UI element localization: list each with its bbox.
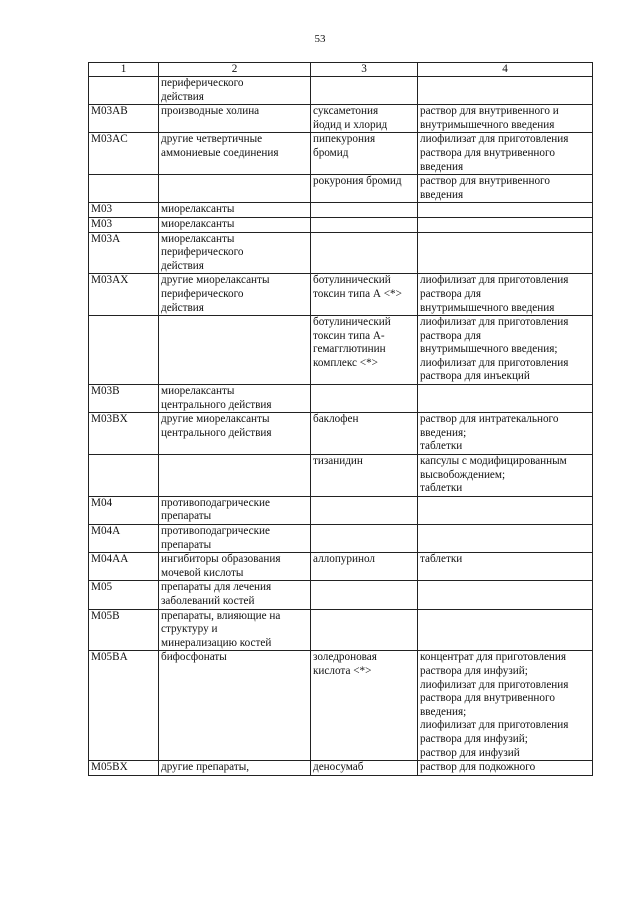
group-name-cell: противоподагрические препараты [159,496,311,524]
table-row [89,609,593,651]
table-row [89,133,593,175]
group-name-cell: препараты, влияющие на структуру и минерализацию костей [159,609,311,651]
dosage-form-cell: раствор для интратекального введения; таблетки [418,413,593,455]
drug-name-cell: пипекурония бромид [311,133,418,175]
drug-name-cell [311,496,418,524]
dosage-form-cell: лиофилизат для приготовления раствора для внутривенного введения [418,133,593,175]
dosage-form-cell [418,385,593,413]
table-row [89,761,593,776]
page-number: 53 [314,33,326,45]
dosage-form-cell [418,203,593,218]
group-name-cell: ингибиторы образования мочевой кислоты [159,553,311,581]
table-row [89,217,593,232]
drug-name-cell: ботулинический токсин типа А- гемагглютинин комплекс <*> [311,316,418,385]
table-row [89,105,593,133]
table-row [89,385,593,413]
atc-code-cell: M03BX [89,413,159,455]
dosage-form-cell [418,609,593,651]
dosage-form-cell [418,77,593,105]
dosage-form-cell: концентрат для приготовления раствора для инфузий; лиофилизат для приготовления раствора для внутривенного введения; лиофилизат для приготовления раствора для инфузий; раствор для инфузий [418,651,593,761]
atc-code-cell: M05BA [89,651,159,761]
drug-name-cell [311,203,418,218]
drug-name-cell: аллопуринол [311,553,418,581]
drug-name-cell [311,525,418,553]
dosage-form-cell: лиофилизат для приготовления раствора для внутримышечного введения [418,274,593,316]
group-name-cell: периферического действия [159,77,311,105]
drug-name-cell: тизанидин [311,455,418,497]
drug-name-cell: ботулинический токсин типа А <*> [311,274,418,316]
group-name-cell: другие миорелаксанты периферического действия [159,274,311,316]
dosage-form-cell: капсулы с модифицированным высвобождением; таблетки [418,455,593,497]
group-name-cell: миорелаксанты [159,217,311,232]
atc-code-cell: M05 [89,581,159,609]
group-name-cell: противоподагрические препараты [159,525,311,553]
dosage-form-cell: раствор для внутривенного введения [418,175,593,203]
table-row [89,232,593,274]
atc-code-cell: M04A [89,525,159,553]
table-row [89,455,593,497]
dosage-form-cell [418,232,593,274]
dosage-form-cell [418,217,593,232]
drug-classification-table [88,62,593,776]
group-name-cell: производные холина [159,105,311,133]
table-row [89,175,593,203]
dosage-form-cell [418,581,593,609]
table-row [89,316,593,385]
table-header-row [89,63,593,77]
group-name-cell: бифосфонаты [159,651,311,761]
table-row [89,274,593,316]
column-header-4: 4 [418,63,593,77]
atc-code-cell: M05B [89,609,159,651]
atc-code-cell [89,77,159,105]
atc-code-cell: M04 [89,496,159,524]
atc-code-cell: M03 [89,203,159,218]
table-row [89,496,593,524]
table-row [89,581,593,609]
drug-name-cell [311,385,418,413]
table-row [89,525,593,553]
group-name-cell: препараты для лечения заболеваний костей [159,581,311,609]
drug-name-cell: баклофен [311,413,418,455]
group-name-cell: другие миорелаксанты центрального действия [159,413,311,455]
group-name-cell: другие препараты, [159,761,311,776]
atc-code-cell: M03AB [89,105,159,133]
group-name-cell: миорелаксанты периферического действия [159,232,311,274]
drug-name-cell: суксаметония йодид и хлорид [311,105,418,133]
group-name-cell [159,316,311,385]
table-row [89,651,593,761]
atc-code-cell: M03 [89,217,159,232]
dosage-form-cell: раствор для подкожного [418,761,593,776]
dosage-form-cell: лиофилизат для приготовления раствора для внутримышечного введения; лиофилизат для приготовления раствора для инъекций [418,316,593,385]
table-row [89,553,593,581]
group-name-cell: миорелаксанты [159,203,311,218]
drug-name-cell [311,217,418,232]
column-header-3: 3 [311,63,418,77]
atc-code-cell [89,455,159,497]
column-header-1: 1 [89,63,159,77]
dosage-form-cell [418,496,593,524]
drug-name-cell: рокурония бромид [311,175,418,203]
atc-code-cell [89,175,159,203]
dosage-form-cell: раствор для внутривенного и внутримышечного введения [418,105,593,133]
atc-code-cell: M05BX [89,761,159,776]
drug-name-cell: деносумаб [311,761,418,776]
dosage-form-cell [418,525,593,553]
group-name-cell [159,175,311,203]
drug-name-cell [311,581,418,609]
drug-name-cell [311,232,418,274]
drug-name-cell: золедроновая кислота <*> [311,651,418,761]
atc-code-cell: M04AA [89,553,159,581]
column-header-2: 2 [159,63,311,77]
drug-name-cell [311,609,418,651]
drug-name-cell [311,77,418,105]
group-name-cell: другие четвертичные аммониевые соединения [159,133,311,175]
dosage-form-cell: таблетки [418,553,593,581]
group-name-cell: миорелаксанты центрального действия [159,385,311,413]
table-row [89,413,593,455]
table-row [89,203,593,218]
atc-code-cell: M03B [89,385,159,413]
atc-code-cell: M03A [89,232,159,274]
table-body [89,77,593,776]
atc-code-cell: M03AX [89,274,159,316]
atc-code-cell [89,316,159,385]
group-name-cell [159,455,311,497]
table-row [89,77,593,105]
atc-code-cell: M03AC [89,133,159,175]
